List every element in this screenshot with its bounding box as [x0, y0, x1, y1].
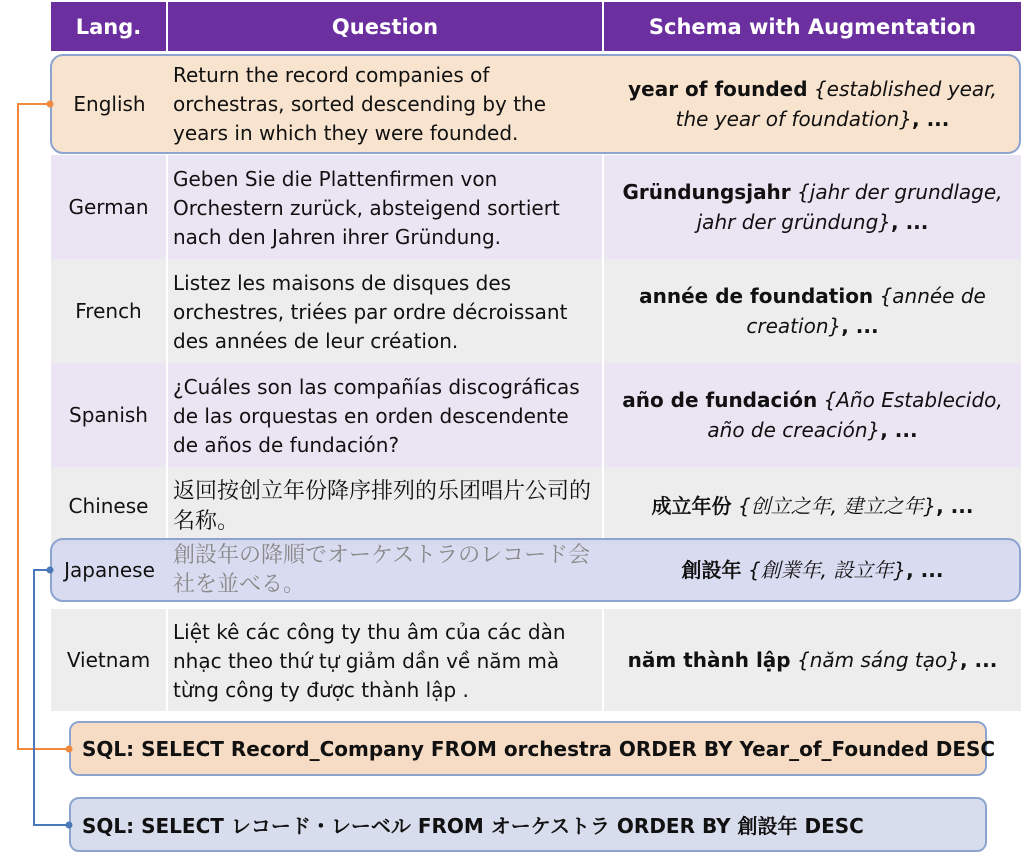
schema-cell — [604, 259, 1021, 363]
schema-tail: , ... — [959, 648, 998, 672]
sql-english-box — [69, 721, 996, 776]
lang-cell: Vietnam — [51, 609, 168, 711]
schema-term: année de foundation — [639, 284, 874, 308]
schema-term: year of founded — [628, 77, 808, 101]
schema-term: Gründungsjahr — [622, 180, 791, 204]
schema-tail: , ... — [891, 210, 929, 234]
lang-cell: Chinese — [51, 467, 168, 545]
question-cell: Liệt kê các công ty thu âm của các dàn nhạc theo thứ tự giảm dần về năm mà từng công ty được thành lập . — [168, 609, 604, 711]
question-cell: 創設年の降順でオーケストラのレコード会社を並べる。 — [173, 543, 591, 597]
schema-augmentation: {established year, the year of foundation} — [675, 77, 997, 131]
table-row-french — [51, 259, 1021, 363]
table-row-english — [51, 54, 1021, 154]
schema-term: năm thành lập — [627, 648, 791, 672]
table-row-vietnam — [51, 609, 1021, 711]
sql-english-text: SQL: SELECT Record_Company FROM orchestra ORDER BY Year_of_Founded DESC — [82, 736, 996, 761]
schema-augmentation: {année de creation} — [746, 284, 986, 338]
lang-cell: French — [51, 259, 168, 363]
table-row-spanish — [51, 363, 1021, 467]
table-row-german — [51, 155, 1021, 259]
schema-augmentation: {Año Establecido, año de creación} — [707, 388, 1003, 442]
schema-cell — [604, 538, 1021, 602]
schema-augmentation: {創業年, 設立年} — [747, 558, 907, 582]
header-schema: Schema with Augmentation — [648, 14, 977, 39]
question-cell: Geben Sie die Plattenfirmen von Orchestern zurück, absteigend sortiert nach den Jahren ihrer Gründung. — [168, 155, 604, 259]
lang-cell: Japanese — [64, 558, 155, 582]
schema-cell — [604, 609, 1021, 711]
schema-term: 成立年份 — [651, 494, 732, 518]
schema-tail: , ... — [841, 314, 879, 338]
schema-cell — [604, 363, 1021, 467]
schema-term: 創設年 — [681, 558, 742, 582]
schema-augmentation: {năm sáng tạo} — [796, 648, 960, 672]
question-cell: Return the record companies of orchestras, sorted descending by the years in which they were founded. — [173, 62, 547, 145]
question-cell: 返回按创立年份降序排列的乐团唱片公司的名称。 — [168, 467, 604, 545]
table-header — [51, 2, 1021, 51]
schema-cell — [604, 54, 1021, 154]
lang-cell: English — [73, 92, 146, 116]
sql-japanese-text: SQL: SELECT レコード・レーベル FROM オーケストラ ORDER BY 創設年 DESC — [82, 814, 864, 838]
table-row-chinese — [51, 467, 1021, 545]
schema-tail: , ... — [906, 558, 944, 582]
schema-cell — [604, 467, 1021, 545]
schema-augmentation: {jahr der grundlage, jahr der gründung} — [696, 180, 1003, 234]
schema-term: año de fundación — [622, 388, 818, 412]
schema-tail: , ... — [880, 418, 918, 442]
question-cell: Listez les maisons de disques des orchestres, triées par ordre décroissant des années de leur création. — [168, 259, 604, 363]
schema-tail: , ... — [912, 107, 950, 131]
question-cell: ¿Cuáles son las compañías discográficas de las orquestas en orden descendente de años de fundación? — [168, 363, 604, 467]
lang-cell: Spanish — [51, 363, 168, 467]
header-lang: Lang. — [51, 2, 168, 51]
schema-augmentation: {创立之年, 建立之年} — [737, 494, 937, 518]
table-row-japanese — [51, 538, 1021, 602]
lang-cell: German — [51, 155, 168, 259]
schema-cell — [604, 155, 1021, 259]
sql-japanese-box — [69, 797, 987, 852]
schema-tail: , ... — [936, 494, 974, 518]
header-question: Question — [168, 2, 604, 51]
